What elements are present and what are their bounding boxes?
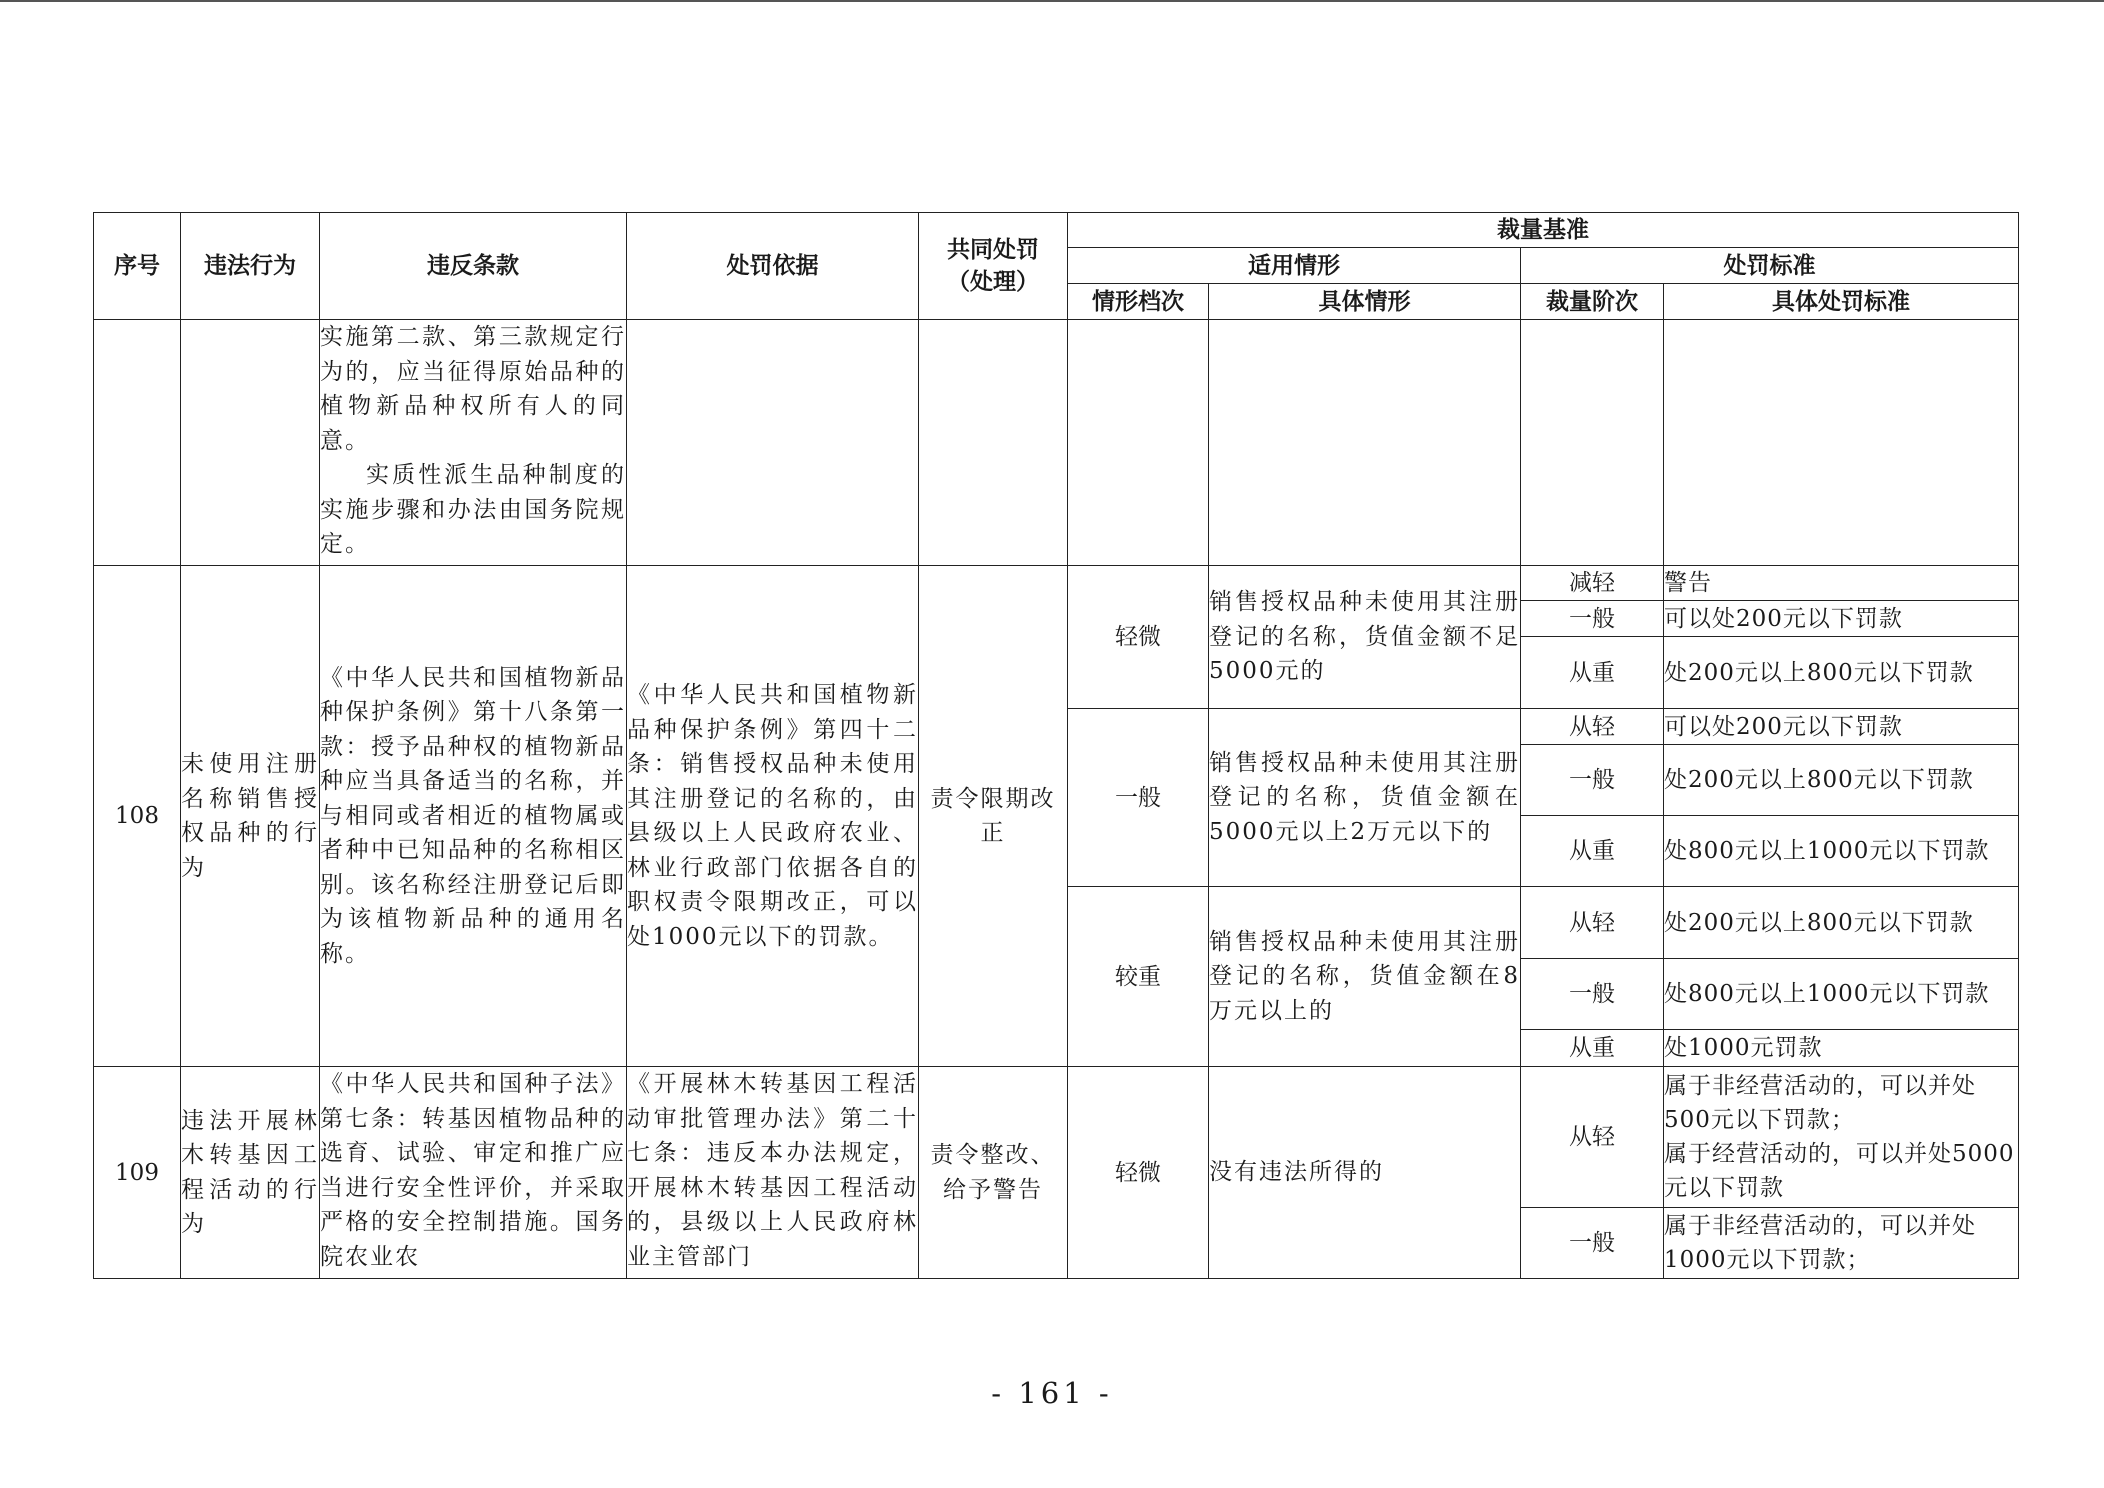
- cell-empty: [627, 320, 919, 566]
- header-applicable: 适用情形: [1068, 248, 1521, 284]
- cell-standard: [1664, 1067, 2019, 1208]
- cell-situation: 销售授权品种未使用其注册登记的名称，货值金额不足5000元的: [1209, 566, 1521, 709]
- cell-common-penalty: 责令限期改正: [919, 566, 1068, 1067]
- cell-situation: 销售授权品种未使用其注册登记的名称，货值金额在8万元以上的: [1209, 887, 1521, 1067]
- cell-step: 一般: [1521, 1208, 1664, 1279]
- standard-line: 属于经营活动的，可以并处5000元以下罚款: [1664, 1141, 2015, 1201]
- cell-standard: 处800元以上1000元以下罚款: [1664, 959, 2019, 1030]
- cell-standard: 警告: [1664, 566, 2019, 601]
- cell-situation: 没有违法所得的: [1209, 1067, 1521, 1279]
- cell-situation: 销售授权品种未使用其注册登记的名称，货值金额在5000元以上2万元以下的: [1209, 709, 1521, 887]
- cell-empty: [1209, 320, 1521, 566]
- cell-behavior: 违法开展林木转基因工程活动的行为: [181, 1067, 320, 1279]
- cell-empty: [1664, 320, 2019, 566]
- cell-standard: 属于非经营活动的，可以并处1000元以下罚款；: [1664, 1208, 2019, 1279]
- header-clause: 违反条款: [320, 213, 627, 320]
- header-discretion: 裁量基准: [1068, 213, 2019, 248]
- cell-step: 从重: [1521, 637, 1664, 709]
- cell-seq: 108: [94, 566, 181, 1067]
- table-row: [94, 566, 2019, 601]
- header-common-penalty: 共同处罚 （处理）: [919, 213, 1068, 320]
- cell-standard: 处200元以上800元以下罚款: [1664, 887, 2019, 959]
- cell-step: 从重: [1521, 1030, 1664, 1067]
- clause-paragraph: 实质性派生品种制度的实施步骤和办法由国务院规定。: [320, 462, 626, 557]
- cell-standard: 可以处200元以下罚款: [1664, 601, 2019, 637]
- cell-common-penalty: 责令整改、给予警告: [919, 1067, 1068, 1279]
- cell-basis: 《开展林木转基因工程活动审批管理办法》第二十七条：违反本办法规定，开展林木转基因工程活动的，县级以上人民政府林业主管部门: [627, 1067, 919, 1279]
- cell-standard: 处1000元罚款: [1664, 1030, 2019, 1067]
- header-basis: 处罚依据: [627, 213, 919, 320]
- table-row-continuation: [94, 320, 2019, 566]
- cell-standard: 处200元以上800元以下罚款: [1664, 745, 2019, 816]
- cell-empty: [919, 320, 1068, 566]
- cell-step: 减轻: [1521, 566, 1664, 601]
- header-behavior: 违法行为: [181, 213, 320, 320]
- cell-step: 一般: [1521, 959, 1664, 1030]
- cell-empty: [1521, 320, 1664, 566]
- cell-step: 从轻: [1521, 709, 1664, 745]
- header-step: 裁量阶次: [1521, 284, 1664, 320]
- cell-seq: 109: [94, 1067, 181, 1279]
- cell-level: 轻微: [1068, 566, 1209, 709]
- header-situation: 具体情形: [1209, 284, 1521, 320]
- header-detail: 具体处罚标准: [1664, 284, 2019, 320]
- cell-standard: 处200元以上800元以下罚款: [1664, 637, 2019, 709]
- cell-behavior: 未使用注册名称销售授权品种的行为: [181, 566, 320, 1067]
- table-row: [94, 1067, 2019, 1208]
- cell-standard: 处800元以上1000元以下罚款: [1664, 816, 2019, 887]
- penalty-standard-table: [93, 212, 2019, 1279]
- cell-step: 一般: [1521, 601, 1664, 637]
- cell-clause: 《中华人民共和国种子法》第七条：转基因植物品种的选育、试验、审定和推广应当进行安全性评价，并采取严格的安全控制措施。国务院农业农: [320, 1067, 627, 1279]
- standard-line: 属于非经营活动的，可以并处500元以下罚款；: [1664, 1073, 1976, 1133]
- cell-step: 从轻: [1521, 1067, 1664, 1208]
- cell-step: 从重: [1521, 816, 1664, 887]
- cell-empty: [1068, 320, 1209, 566]
- cell-step: 从轻: [1521, 887, 1664, 959]
- cell-standard: 可以处200元以下罚款: [1664, 709, 2019, 745]
- cell-empty: [181, 320, 320, 566]
- cell-level: 轻微: [1068, 1067, 1209, 1279]
- clause-paragraph: 实施第二款、第三款规定行为的，应当征得原始品种的植物新品种权所有人的同意。: [320, 324, 626, 454]
- top-rule: [0, 0, 2104, 2]
- cell-step: 一般: [1521, 745, 1664, 816]
- page-number: - 161 -: [991, 1376, 1113, 1410]
- cell-level: 一般: [1068, 709, 1209, 887]
- cell-basis: 《中华人民共和国植物新品种保护条例》第四十二条：销售授权品种未使用其注册登记的名称的，由县级以上人民政府农业、林业行政部门依据各自的职权责令限期改正，可以处1000元以下的罚款。: [627, 566, 919, 1067]
- header-level: 情形档次: [1068, 284, 1209, 320]
- header-seq: 序号: [94, 213, 181, 320]
- cell-level: 较重: [1068, 887, 1209, 1067]
- cell-clause-continuation: [320, 320, 627, 566]
- header-standard: 处罚标准: [1521, 248, 2019, 284]
- cell-empty: [94, 320, 181, 566]
- cell-clause: 《中华人民共和国植物新品种保护条例》第十八条第一款：授予品种权的植物新品种应当具备适当的名称，并与相同或者相近的植物属或者种中已知品种的名称相区别。该名称经注册登记后即为该植物新品种的通用名称。: [320, 566, 627, 1067]
